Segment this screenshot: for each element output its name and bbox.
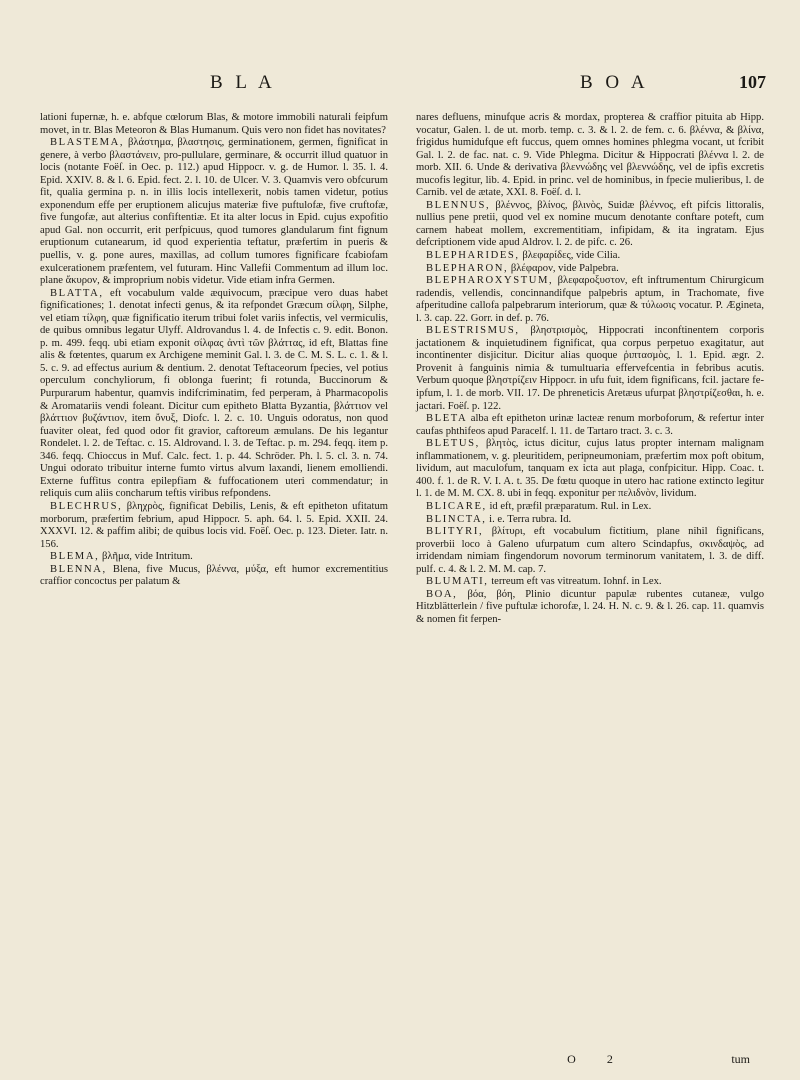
dictionary-entry (40, 288, 388, 501)
entry-headword: BLINCTA, (426, 513, 487, 525)
dictionary-entry (40, 551, 388, 564)
dictionary-entry (416, 112, 764, 200)
dictionary-entry (416, 325, 764, 413)
entry-headword: BLICARE, (426, 500, 487, 512)
entry-text: βλητὸς, ictus dicitur, cujus latus propter internam malignam inflammationem, v. g. pleuritidem, peripneumoniam, præfertim mox poft obitum, lividum, aut maculofum, tanquam ex icta aut plaga, confpicitur. Hipp. Coac. t. 400. f. 1. de R. V. I. A. t. 35. De fœtu quoque in utero hac ratione extincto legitur l. 1. de M. M. CX. 8. ubi in feqq. exponitur per πελιδνὸν, lividum. (416, 438, 764, 500)
running-header (40, 72, 766, 96)
left-column (40, 112, 388, 589)
catchword: tum (731, 1052, 750, 1066)
entry-headword: BLEPHARIDES, (426, 250, 520, 262)
entry-headword: BOA, (426, 588, 458, 600)
entry-text: eft vocabulum valde æquivocum, præcipue vero duas habet fignificationes; 1. denotat infecti genus, & ita refpondet Græcum σίλφη, Silphe, vel etiam τίλφη, quæ fignificatio iterum tribui folet variis infectis, vel vermiculis, de quibus omnibus legatur Ulyff. Aldrovandus l. 4. de Infectis c. 9. edit. Bonon. p. m. 499. feqq. ubi etiam exponit σίλφας ἀντὶ τῶν βλάττας, id eft, Blattas fine alis & fœtentes, quarum ex Archigene meminit Gal. l. 3. de C. M. S. L. c. 1. & l. 5. c. 9. ad effectus aurium & dentium. 2. denotat Teftaceorum fpecies, vel potius operculum conchyliorum, fi oblonga fuerint; fi rotunda, Buccinorum & Purpurarum habentur, quamvis indifcriminatim, fed perperam, à Pharmacopolis & Aromatariis vendi foleant. Dicitur cum epitheto Blatta Byzantia, βλάττιον vel βλάττιον βυζάντιον, item ὄνυξ, Diofc. l. 2. c. 10. Unguis odoratus, non quod fuaviter oleat, fed quod odor fit gravior, caftoreum æmulans. De his legantur Rondelet. l. 2. de Teftac. c. 15. Aldrovand. l. 3. de Teftac. p. m. 294. feqq. item p. 346. feqq. Chioccus in Muf. Calc. fect. 1. p. 44. Schröder. Ph. l. 5. cl. 3. n. 74. Ungui odorato tribuitur interne fumto virtus alvum laxandi, lienem emolliendi. Externe fuffitus contra epilepfiam & fuffocationem uteri commendatur; in reliquis cum aliis concharum teftis viribus refpondens. (40, 287, 388, 500)
dictionary-entry (416, 263, 764, 276)
entry-headword: BLUMATI, (426, 576, 489, 588)
entry-headword: BLEMA, (50, 551, 100, 563)
entry-headword: BLITYRI, (426, 526, 484, 538)
entry-headword: BLENNA, (50, 563, 107, 575)
entry-text: id eft, præfil præparatum. Rul. in Lex. (489, 500, 652, 512)
dictionary-entry (416, 576, 764, 589)
entry-text: alba eft epitheton urinæ lacteæ renum morboforum, & refertur inter caufas phthifeos apud Paracelf. l. 11. de Tartaro tract. 3. c. 3. (416, 413, 764, 437)
dictionary-entry (416, 250, 764, 263)
dictionary-entry (416, 275, 764, 325)
entry-text: lationi fupernæ, h. e. abfque cœlorum Blas, & motore immobili naturali feipfum movet, in tr. Blas Meteoron & Blas Humanum. Quis vero non fidet has novitates? (40, 112, 388, 136)
dictionary-entry (416, 526, 764, 576)
entry-text: βόα, βόη, Plinio dicuntur papulæ rubentes cutaneæ, vulgo Hitzblätterlein / five puftulæ ichorofæ, l. 24. H. N. c. 9. & l. 26. cap. 11. quamvis & nomen fit ferpen- (416, 588, 764, 625)
dictionary-entry (416, 438, 764, 501)
signature-number: 2 (606, 1052, 613, 1066)
entry-text: βλάστημα, βλαστησις, germinationem, germen, fignificat in genere, à verbo βλαστάνειν, pro-pullulare, germinare, & occurrit illud quatuor in locis (notante Foëſ. in Oec. p. 112.) apud Hippocr. v. g. de Humor. l. 35. l. 4. Epid. XXIV. 8. & l. 6. Epid. fect. 2. l. 10. de Ulcer. V. 3. Quamvis vero obfcurum fit, qualia germina p. n. in illis locis intellexerit, nobis tamen videtur, potius exponendum effe per eruptionem alicujus materiæ five puftulofæ, five cruftofæ, five fungofæ, aut alterius confiftentiæ. Et ita alter locus in Epid. cujus expofitio apud Gal. non occurrit, erit perfpicuus, quod tumores glandularum fint fignum eruptionum cutanearum, id quod experientia teftatur, præfertim in pueris & puellis, v. g. pone aures, maxillas, ad collum tumores fignificare fcabiofam exulcerationem præfentem, vel futuram. Hinc Vallefii Commentum ad illum loc. plane ἄκυρον, & improprium nobis videtur. Vide etiam infra Germen. (40, 137, 388, 287)
signature-letter: O (567, 1052, 576, 1066)
entry-headword: BLATTA, (50, 287, 104, 299)
right-column (416, 112, 764, 626)
entry-text: βλέφαρον, vide Palpebra. (510, 262, 619, 274)
dictionary-entry (40, 564, 388, 589)
dictionary-entry (40, 501, 388, 551)
entry-headword: BLETA (426, 413, 468, 425)
page-number: 107 (739, 72, 766, 92)
entry-text: βλεφαροξυστον, eft inftrumentum Chirurgicum radendis, vellendis, concinnandifque palpebris aptum, in Trachomate, five afperitudine callofa palpebrarum interiorum, quæ & τύλωσις vocatur. P. Ægineta, l. 3. cap. 22. Gorr. in def. p. 76. (416, 275, 764, 324)
entry-headword: BLEPHAROXYSTUM, (426, 275, 554, 287)
entry-text: nares defluens, minufque acris & mordax, propterea & craffior pituita ab Hipp. vocatur, Galen. l. de ut. morb. temp. c. 3. & l. 2. de fem. c. 6. βλέννα, & βλίνα, frigidus humidufque eft fuccus, quem omnes homines phlegma vocant, ut fcribit Gal. l. 2. de fac. nat. c. 9. Vide Phlegma. Dicitur & Hippocrati βλέννα l. 2. de morb. XII. 6. Unde & derivativa βλεννώδης vel βλεννώδης, vel de ipfis excretis mucofis legitur, lib. 4. Epid. in princ. vel de hominibus, in fpecie mulieribus, l. de Carnib. vel de ætate, XXI. 8. Foëſ. d. l. (416, 112, 764, 199)
footer-signature (416, 1052, 764, 1067)
dictionary-entry (40, 137, 388, 288)
dictionary-entry (416, 514, 764, 527)
entry-headword: BLETUS, (426, 438, 480, 450)
entry-text: βληστρισμὸς, Hippocrati inconftinentem corporis jactationem & inquietudinem fignificat, qua corpus perpetuo exagitatur, aut incontinenter disjicitur. Dicitur alias quoque ῥιπτασμὸς, l. 1. Epid. ægr. 2. Provenit à fanguinis nimia & tumultuaria effervefcentia in febribus acutis. Verbum quoque βληστρίζειν Hippocr. in ufu fuit, idem fignificans, fcil. jactare fe-ipfum, l. 1. de morb. VII. 17. De phreneticis Aretæus ufurpat βληστρίζεσθαι, h. e. jactari. Foëſ. p. 122. (416, 325, 764, 412)
entry-text: βληχρὸς, fignificat Debilis, Lenis, & eft epitheton ufitatum morborum, præfertim febrium, apud Hippocr. 5. aph. 64. l. 5. Epid. XXII. 24. XXXVI. 12. & paffim alibi; de quibus locis vid. Foëſ. Oec. p. 123. Dieter. Iatr. n. 156. (40, 500, 388, 550)
dictionary-entry (40, 112, 388, 137)
dictionary-entry (416, 501, 764, 514)
entry-text: i. e. Terra rubra. Id. (489, 513, 572, 525)
dictionary-entry (416, 589, 764, 627)
entry-headword: BLESTRISMUS, (426, 325, 520, 337)
entry-headword: BLASTEMA, (50, 137, 125, 149)
entry-headword: BLENNUS, (426, 199, 491, 211)
entry-text: βλῆμα, vide Intritum. (101, 551, 193, 563)
entry-text: βλίτυρι, eft vocabulum fictitium, plane nihil fignificans, proverbii loco à Galeno ufurpatum cum altero Scindapfus, σκινδαψὸς, ad irridendam nimiam fingendorum novorum terminorum vanitatem, l. 3. de diff. pulf. c. 4. & l. 2. M. M. cap. 7. (416, 526, 765, 575)
entry-text: βλέννος, βλίνος, βλινὸς, Suidæ βλέννος, eft pifcis littoralis, nullius pene pretii, quod vel ex nomine mucum denotante conftare poteft, cum carnem habeat mollem, excrementitiam, infipidam, & ita ingratam. Ejus defcriptionem vide apud Aldrov. l. 2. de pifc. c. 26. (416, 199, 765, 249)
entry-text: βλεφαρίδες, vide Cilia. (522, 250, 621, 262)
dictionary-entry (416, 200, 764, 250)
header-left-guideword: B L A (210, 72, 276, 93)
header-right-guideword: B O A (580, 72, 649, 93)
entry-headword: BLEPHARON, (426, 262, 509, 274)
entry-headword: BLECHRUS, (50, 500, 123, 512)
entry-text: terreum eft vas vitreatum. Iohnf. in Lex. (491, 576, 662, 588)
dictionary-entry (416, 413, 764, 438)
entry-text: Blena, five Mucus, βλέννα, μύξα, eft humor excrementitius craffior concoctus per palatum & (40, 563, 388, 588)
